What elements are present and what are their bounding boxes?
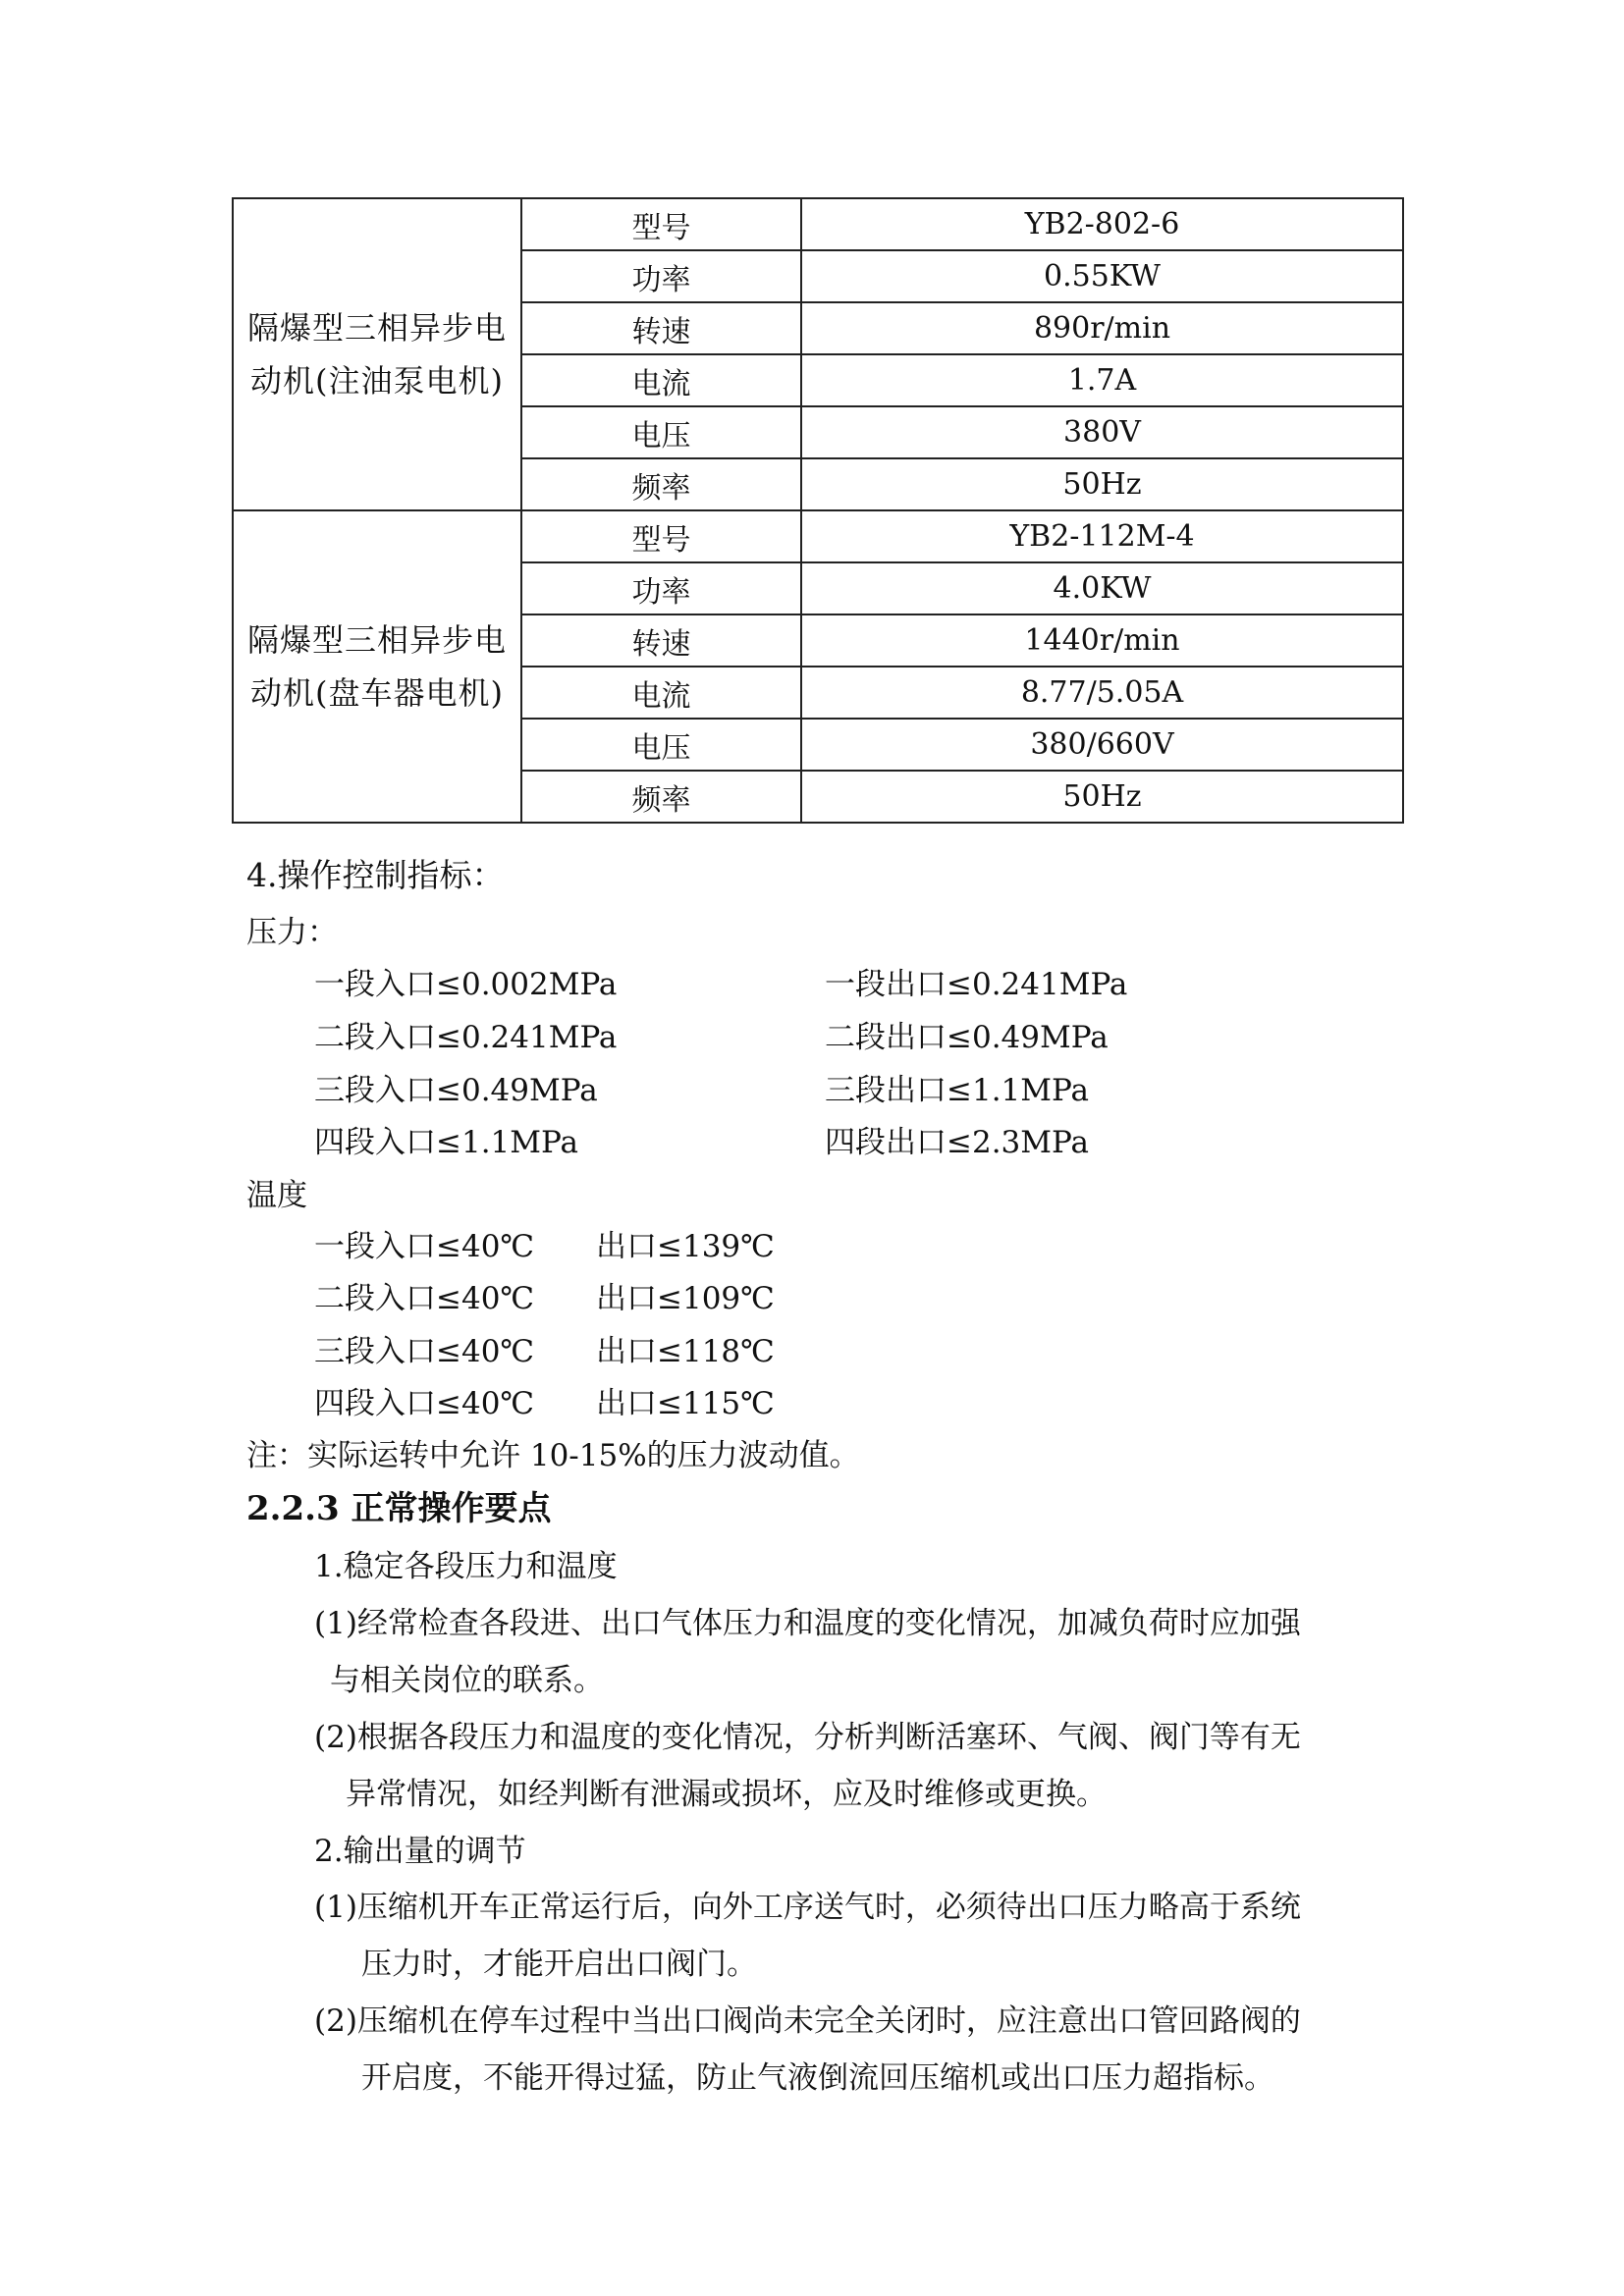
param-label: 电压 [521,719,801,771]
note-text: 注：实际运转中允许 10-15%的压力波动值。 [246,1438,860,1473]
param-value: 4.0KW [801,562,1403,614]
param-label: 功率 [521,250,801,302]
paragraph-line: (2)根据各段压力和温度的变化情况，分析判断活塞环、气阀、阀门等有无 [314,1720,1301,1755]
param-label: 电流 [521,354,801,406]
param-label: 频率 [521,771,801,823]
pressure-outlet: 三段出口≤1.1MPa [825,1073,1089,1108]
pressure-inlet: 四段入口≤1.1MPa [314,1125,578,1160]
param-value: 50Hz [801,458,1403,510]
param-label: 型号 [521,510,801,562]
temperature-outlet: 出口≤109℃ [596,1281,775,1316]
paragraph-line: (1)经常检查各段进、出口气体压力和温度的变化情况，加减负荷时应加强 [314,1606,1301,1641]
section-heading: 2.2.3 正常操作要点 [246,1489,552,1528]
temperature-inlet: 三段入口≤40℃ [314,1334,535,1369]
subsection-title: 1.稳定各段压力和温度 [314,1549,618,1584]
param-value: YB2-112M-4 [801,510,1403,562]
motor-group-name: 隔爆型三相异步电动机(盘车器电机) [233,510,521,823]
motor-group-name: 隔爆型三相异步电动机(注油泵电机) [233,198,521,510]
param-value: 8.77/5.05A [801,667,1403,719]
param-value: 380V [801,406,1403,458]
section-title: 4.操作控制指标： [246,856,505,894]
motor-spec-table [232,197,1404,824]
paragraph-line: (1)压缩机开车正常运行后，向外工序送气时，必须待出口压力略高于系统 [314,1890,1301,1925]
param-label: 电流 [521,667,801,719]
param-value: 380/660V [801,719,1403,771]
table-row [233,198,1403,250]
subsection-title: 2.输出量的调节 [314,1834,526,1869]
param-value: 1440r/min [801,614,1403,667]
pressure-outlet: 二段出口≤0.49MPa [825,1020,1109,1055]
pressure-label: 压力： [246,915,338,950]
param-value: 890r/min [801,302,1403,354]
temperature-outlet: 出口≤115℃ [596,1386,775,1421]
param-label: 电压 [521,406,801,458]
param-label: 转速 [521,302,801,354]
temperature-outlet: 出口≤139℃ [596,1229,775,1264]
table-row [233,510,1403,562]
temperature-label: 温度 [246,1178,307,1213]
pressure-outlet: 一段出口≤0.241MPa [825,967,1128,1002]
param-label: 功率 [521,562,801,614]
temperature-inlet: 二段入口≤40℃ [314,1281,535,1316]
param-label: 型号 [521,198,801,250]
pressure-inlet: 一段入口≤0.002MPa [314,967,618,1002]
param-value: YB2-802-6 [801,198,1403,250]
param-value: 50Hz [801,771,1403,823]
pressure-inlet: 三段入口≤0.49MPa [314,1073,598,1108]
paragraph-line: 与相关岗位的联系。 [330,1663,604,1698]
temperature-inlet: 四段入口≤40℃ [314,1386,535,1421]
param-label: 频率 [521,458,801,510]
pressure-outlet: 四段出口≤2.3MPa [825,1125,1089,1160]
paragraph-line: 开启度，不能开得过猛，防止气液倒流回压缩机或出口压力超指标。 [361,2060,1274,2096]
param-value: 1.7A [801,354,1403,406]
param-value: 0.55KW [801,250,1403,302]
temperature-inlet: 一段入口≤40℃ [314,1229,535,1264]
pressure-inlet: 二段入口≤0.241MPa [314,1020,618,1055]
paragraph-line: 压力时，才能开启出口阀门。 [361,1947,757,1982]
param-label: 转速 [521,614,801,667]
temperature-outlet: 出口≤118℃ [596,1334,775,1369]
paragraph-line: 异常情况，如经判断有泄漏或损坏，应及时维修或更换。 [346,1777,1107,1812]
paragraph-line: (2)压缩机在停车过程中当出口阀尚未完全关闭时，应注意出口管回路阀的 [314,2003,1301,2039]
